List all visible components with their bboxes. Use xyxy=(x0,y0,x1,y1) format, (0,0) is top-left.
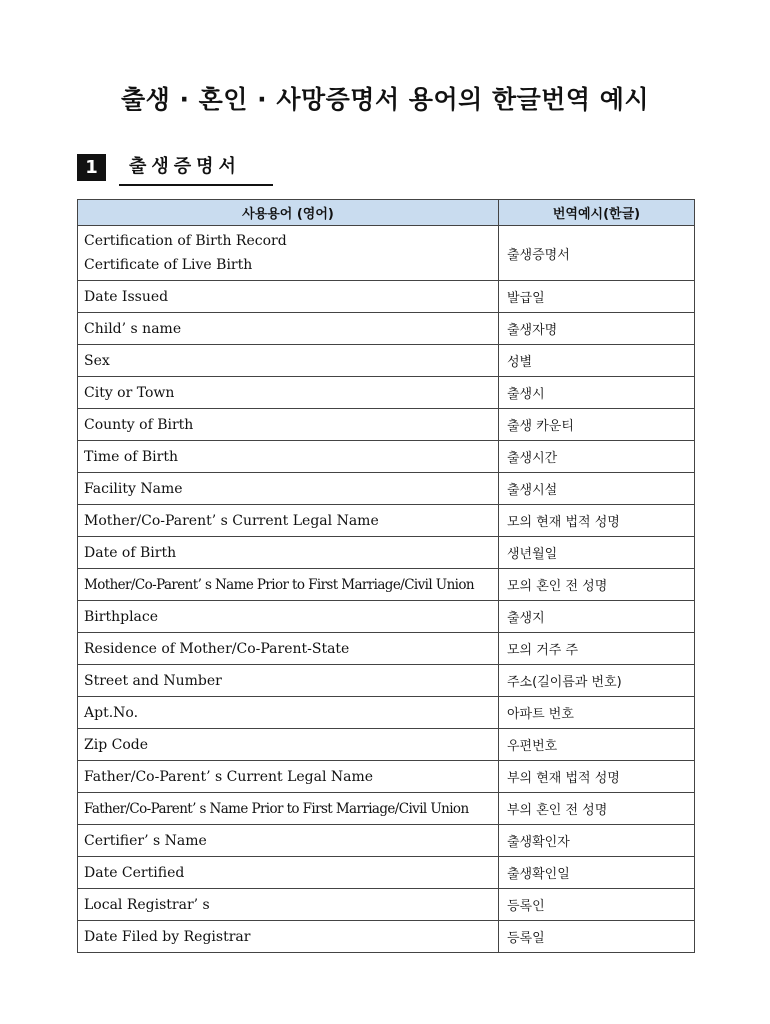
english-term: Local Registrar’ s xyxy=(78,889,499,921)
table-row xyxy=(78,729,695,761)
korean-translation: 성별 xyxy=(499,345,695,377)
header-english-term: 사용용어 (영어) xyxy=(78,200,499,226)
section-underline xyxy=(119,184,273,186)
korean-translation: 출생 카운티 xyxy=(499,409,695,441)
table-row xyxy=(78,921,695,953)
section-number-badge: 1 xyxy=(77,154,106,181)
translation-table xyxy=(77,199,695,953)
section-heading xyxy=(77,151,273,185)
english-term: Date of Birth xyxy=(78,537,499,569)
document-title: 출생 · 혼인 · 사망증명서 용어의 한글번역 예시 xyxy=(120,85,650,114)
table-row xyxy=(78,761,695,793)
korean-translation: 모의 거주 주 xyxy=(499,633,695,665)
korean-translation: 주소(길이름과 번호) xyxy=(499,665,695,697)
table-header-row xyxy=(78,200,695,226)
english-term-cell xyxy=(78,226,499,281)
english-term: Certifier’ s Name xyxy=(78,825,499,857)
korean-translation: 출생증명서 xyxy=(499,226,695,281)
table-row xyxy=(78,857,695,889)
korean-translation: 출생시설 xyxy=(499,473,695,505)
table-row xyxy=(78,665,695,697)
english-term-cell xyxy=(78,793,499,825)
english-term: Street and Number xyxy=(78,665,499,697)
table-row xyxy=(78,377,695,409)
table-row xyxy=(78,409,695,441)
english-term: Child’ s name xyxy=(78,313,499,345)
korean-translation: 출생지 xyxy=(499,601,695,633)
korean-translation: 출생시 xyxy=(499,377,695,409)
korean-translation: 아파트 번호 xyxy=(499,697,695,729)
korean-translation: 모의 혼인 전 성명 xyxy=(499,569,695,601)
korean-translation: 출생확인일 xyxy=(499,857,695,889)
english-term: County of Birth xyxy=(78,409,499,441)
korean-translation: 모의 현재 법적 성명 xyxy=(499,505,695,537)
korean-translation: 생년월일 xyxy=(499,537,695,569)
table-row xyxy=(78,889,695,921)
table-row xyxy=(78,313,695,345)
table-row xyxy=(78,825,695,857)
table-row xyxy=(78,569,695,601)
korean-translation: 출생확인자 xyxy=(499,825,695,857)
english-term: Time of Birth xyxy=(78,441,499,473)
korean-translation: 우편번호 xyxy=(499,729,695,761)
header-korean-translation: 번역예시(한글) xyxy=(499,200,695,226)
table-row xyxy=(78,633,695,665)
english-term: Zip Code xyxy=(78,729,499,761)
english-term: Certificate of Live Birth xyxy=(84,257,253,273)
korean-translation: 등록인 xyxy=(499,889,695,921)
english-term: City or Town xyxy=(78,377,499,409)
table-row xyxy=(78,697,695,729)
section-title: 출생증명서 xyxy=(129,156,241,177)
table-row xyxy=(78,226,695,281)
english-term: Certification of Birth Record xyxy=(84,233,287,249)
table-row xyxy=(78,505,695,537)
english-term: Birthplace xyxy=(78,601,499,633)
table-row xyxy=(78,473,695,505)
korean-translation: 발급일 xyxy=(499,281,695,313)
english-term: Date Filed by Registrar xyxy=(78,921,499,953)
english-term: Date Issued xyxy=(78,281,499,313)
english-term-cell xyxy=(78,569,499,601)
korean-translation: 등록일 xyxy=(499,921,695,953)
english-term: Mother/Co-Parent’ s Name Prior to First Marriage/Civil Union xyxy=(84,576,475,593)
korean-translation: 출생자명 xyxy=(499,313,695,345)
english-term: Residence of Mother/Co-Parent-State xyxy=(78,633,499,665)
english-term: Father/Co-Parent’ s Name Prior to First Marriage/Civil Union xyxy=(84,800,469,817)
korean-translation: 부의 혼인 전 성명 xyxy=(499,793,695,825)
korean-translation: 출생시간 xyxy=(499,441,695,473)
table-row xyxy=(78,281,695,313)
table-row xyxy=(78,441,695,473)
english-term: Apt.No. xyxy=(78,697,499,729)
table-row xyxy=(78,345,695,377)
table-row xyxy=(78,537,695,569)
english-term: Father/Co-Parent’ s Current Legal Name xyxy=(78,761,499,793)
english-term: Mother/Co-Parent’ s Current Legal Name xyxy=(78,505,499,537)
english-term: Sex xyxy=(78,345,499,377)
table-row xyxy=(78,601,695,633)
korean-translation: 부의 현재 법적 성명 xyxy=(499,761,695,793)
english-term: Date Certified xyxy=(78,857,499,889)
table-row xyxy=(78,793,695,825)
english-term: Facility Name xyxy=(78,473,499,505)
